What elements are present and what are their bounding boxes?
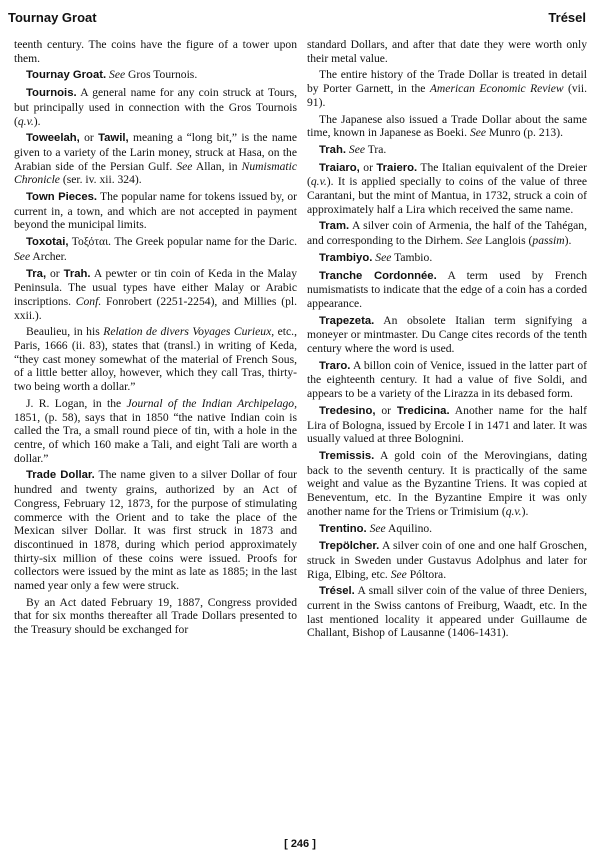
italic-text: See xyxy=(176,159,193,173)
headword: Town Pieces. xyxy=(26,191,98,204)
entry-text: ). It is applied specially to coins of the value of three Carantani, but the mint of Mantua, in 1732, struck a coin of approximately half a Lira which received the same name. xyxy=(307,175,587,216)
entry-text: A silver coin of Armenia, the half of the Tahégan, and corresponding to the Dirhem. xyxy=(307,219,587,248)
headword: Tournois. xyxy=(26,87,77,100)
entry-text: ). xyxy=(564,234,572,248)
entry-text: Langlois ( xyxy=(482,234,533,248)
entry-text: By an Act dated February 19, 1887, Congress provided that for six months thereafter all Trade Dollars presented to the Treasury should be exchanged for xyxy=(14,595,297,637)
entry-tremissis xyxy=(307,449,587,519)
entry-tra-beaulieu xyxy=(14,325,297,394)
headword: Tremissis. xyxy=(319,449,375,462)
headword: Toweelah, xyxy=(26,132,80,145)
headword: Tredesino, xyxy=(319,404,376,417)
headword: Trésel. xyxy=(319,585,355,598)
entry-text: Gros Tournois. xyxy=(125,68,198,82)
entry-text: A general name for any coin struck at Tours, but principally used in connection with the Gros Tournois ( xyxy=(14,86,297,128)
entry-text: A silver coin of one and one half Groschen, struck in Sweden under Gustavus Adolphus and later for Riga, Elbing, etc. xyxy=(307,539,587,581)
entry-toweelah xyxy=(14,131,297,187)
entry-text: A term used by French numismatists to indicate that the edge of a coin has a corded appearance. xyxy=(307,268,587,310)
entry-trambiyo xyxy=(307,251,587,266)
entry-text: Tra. xyxy=(365,142,387,156)
italic-text: q.v. xyxy=(505,504,522,518)
entry-text: meaning a “long bit,” is the name given to a variety of the Larin money, struck at Hasa, on the Arabian side of the Persian Gulf. xyxy=(14,131,297,173)
entry-tournay-groat xyxy=(14,68,297,83)
running-header xyxy=(8,10,586,30)
entry-text: Aquilino. xyxy=(385,521,433,535)
italic-text: passim xyxy=(532,234,565,248)
entry-tresel xyxy=(307,584,587,640)
italic-text: American Economic Review xyxy=(429,82,564,96)
headword: Trentino. xyxy=(319,522,367,535)
entry-tournois xyxy=(14,86,297,128)
entry-text: Munro (p. 213). xyxy=(486,126,563,140)
headword: Tram. xyxy=(319,220,350,233)
entry-trah xyxy=(307,143,587,158)
entry-town-pieces xyxy=(14,190,297,232)
entry-text: Tambio. xyxy=(391,250,433,264)
entry-traiaro xyxy=(307,161,587,217)
headword: Trah. xyxy=(63,267,91,280)
italic-text: Relation de divers Voyages Curieux, xyxy=(103,325,275,339)
header-left-guide-word: Tournay Groat xyxy=(8,10,97,25)
italic-text: Numismatic Chronicle xyxy=(14,159,297,187)
headword: Traiaro, xyxy=(319,161,360,174)
entry-text: or xyxy=(359,160,377,174)
headword: Tranche Cordonnée. xyxy=(319,269,437,282)
entry-text: ). xyxy=(33,114,41,128)
entry-text: Archer. xyxy=(30,249,67,263)
entry-text: etc., Paris, 1666 (ii. 83), states that (transl.) in writing of Keda, “they cast money somewhat of the material of French Sous, of a little better alloy, however, which they call Tras, thirty-two being worth a dollar.” xyxy=(14,325,297,394)
entry-text: The name given to a silver Dollar of four hundred and twenty grains, authorized by an Act of Congress, February 12, 1873, for the purpose of stimulating commerce with the Orient and to take the place of the Mexican silver Dollar. It was first struck in 1873 and discontinued in 1878, during which period approximately thirty-six million of these coins were issued. Proofs for collectors were issued by the mint as late as 1885; in the last named year only a few were struck. xyxy=(14,468,298,593)
entry-text: The entire history of the Trade Dollar is treated in detail by Porter Garnett, in the xyxy=(307,68,587,96)
left-column xyxy=(14,38,297,637)
entry-trapezeta xyxy=(307,314,587,356)
entry-text: Τοξόται. The Greek popular name for the Daric. xyxy=(68,235,297,249)
headword: Traro. xyxy=(319,359,351,372)
entry-trade-dollar-act xyxy=(14,596,297,637)
entry-text: (ser. iv. xii. 324). xyxy=(59,173,142,187)
entry-cont xyxy=(307,38,587,65)
entry-text: Another name for the half Lira of Bologna, issued by Ercole I in 1471 and later. It was usually valued at three Bolognini. xyxy=(307,403,587,446)
headword: Tournay Groat. xyxy=(26,69,107,82)
header-right-guide-word: Trésel xyxy=(548,10,586,25)
headword: Trade Dollar. xyxy=(26,469,95,482)
entry-traro xyxy=(307,359,587,401)
italic-text: Journal of the Indian Archipelago, xyxy=(126,396,297,410)
entry-text: teenth century. The coins have the figure of a tower upon them. xyxy=(14,38,297,65)
entry-text: An obsolete Italian term signifying a moneyer or mintmaster. Du Cange cites records of the tenth century where the word is used. xyxy=(307,313,587,356)
headword: Trepölcher. xyxy=(319,540,380,553)
headword: Toxotai, xyxy=(26,236,69,249)
italic-text: See xyxy=(375,250,392,264)
page-number: [ 246 ] xyxy=(284,838,316,850)
entry-text: ). xyxy=(521,504,529,518)
entry-tredesino xyxy=(307,404,587,446)
italic-text: Conf. xyxy=(75,294,102,308)
entry-trepolcher xyxy=(307,539,587,581)
entry-trade-dollar-history xyxy=(307,68,587,109)
entry-text: A gold coin of the Merovingians, dating back to the seventh century. It is practically of the same weight and value as the Byzantine Triens. It was copied at Beneventum, etc. In the Byzantine Empire it was only another name for the Triens or Trimisium ( xyxy=(307,448,587,518)
entry-cont xyxy=(14,38,297,65)
headword: Tredicina. xyxy=(396,404,450,417)
entry-text: Beaulieu, in his xyxy=(26,325,104,339)
italic-text: See xyxy=(466,234,483,248)
italic-text: See xyxy=(469,126,487,140)
headword: Traiero. xyxy=(376,161,418,174)
entry-text: Allan, in xyxy=(192,159,242,173)
entry-text: Póltora. xyxy=(406,567,447,581)
italic-text: q.v. xyxy=(310,175,327,189)
entry-trade-dollar xyxy=(14,468,297,592)
entry-text: A pewter or tin coin of Keda in the Malay Peninsula. The usual types have either Malay or Arabic inscriptions. xyxy=(14,266,297,308)
entry-text: standard Dollars, and after that date they were worth only their metal value. xyxy=(307,38,587,65)
entry-tra-logan xyxy=(14,397,297,466)
entry-trentino xyxy=(307,522,587,537)
italic-text: See xyxy=(14,249,31,263)
entry-tram xyxy=(307,219,587,247)
entry-text: Fonrobert (2251-2254), and Millies (pl. xxii.). xyxy=(14,294,297,322)
entry-text: or xyxy=(79,131,99,145)
entry-trade-dollar-japan xyxy=(307,113,587,140)
headword: Tawil, xyxy=(98,132,129,145)
italic-text: See xyxy=(348,142,365,156)
headword: Tra, xyxy=(26,267,47,280)
headword: Trambiyo. xyxy=(319,251,373,264)
entry-text: The popular name for tokens issued by, or current in, a town, and which are not accepted in payment beyond the municipal limits. xyxy=(14,190,298,232)
entry-text: or xyxy=(375,403,397,417)
entry-text: 1851, (p. 58), says that in 1850 “the native Indian coin is called the Tra, a small round piece of tin, with a hole in the centre, of which 160 make a Tali, and eight Tali are worth a dollar.” xyxy=(14,410,297,465)
entry-text: (vii. 91). xyxy=(307,82,587,109)
entry-text: A small silver coin of the value of three Deniers, current in the Swiss cantons of Freiburg, Waadt, etc. In the last mentioned locality it appeared under Guillaume de Challant, Bishop of Lausanne (1406-1431). xyxy=(307,584,587,640)
entry-text: or xyxy=(46,266,64,280)
entry-tranche xyxy=(307,269,587,311)
entry-toxotai xyxy=(14,235,297,263)
entry-text: J. R. Logan, in the xyxy=(26,396,127,410)
headword: Trah. xyxy=(319,143,346,156)
italic-text: q.v. xyxy=(17,114,34,128)
entry-text: A billon coin of Venice, issued in the latter part of the eighteenth century. It had a value of five Soldi, and appears to be a variety of the Lirazza in its debased form. xyxy=(307,358,587,401)
entry-text: The Japanese also issued a Trade Dollar about the same time, known in Japanese as Boeki. xyxy=(307,112,587,140)
right-column xyxy=(307,38,587,640)
italic-text: See xyxy=(109,68,126,82)
italic-text: See xyxy=(369,521,386,535)
headword: Trapezeta. xyxy=(319,314,375,327)
entry-text: The Italian equivalent of the Dreier ( xyxy=(307,160,587,189)
entry-tra xyxy=(14,267,297,323)
italic-text: See xyxy=(390,567,407,581)
